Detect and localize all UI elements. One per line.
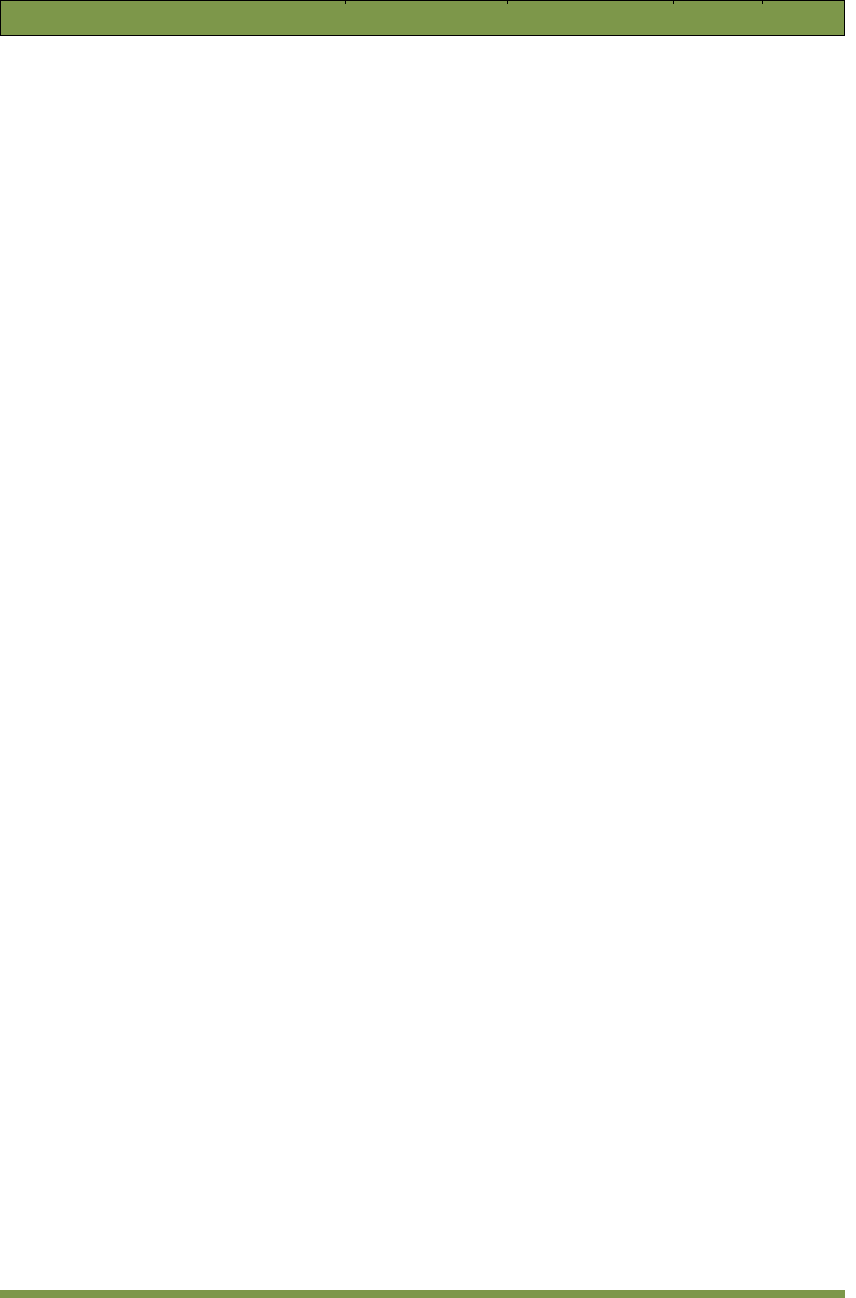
next-section-band [0, 1290, 845, 1298]
section-title [0, 0, 845, 36]
